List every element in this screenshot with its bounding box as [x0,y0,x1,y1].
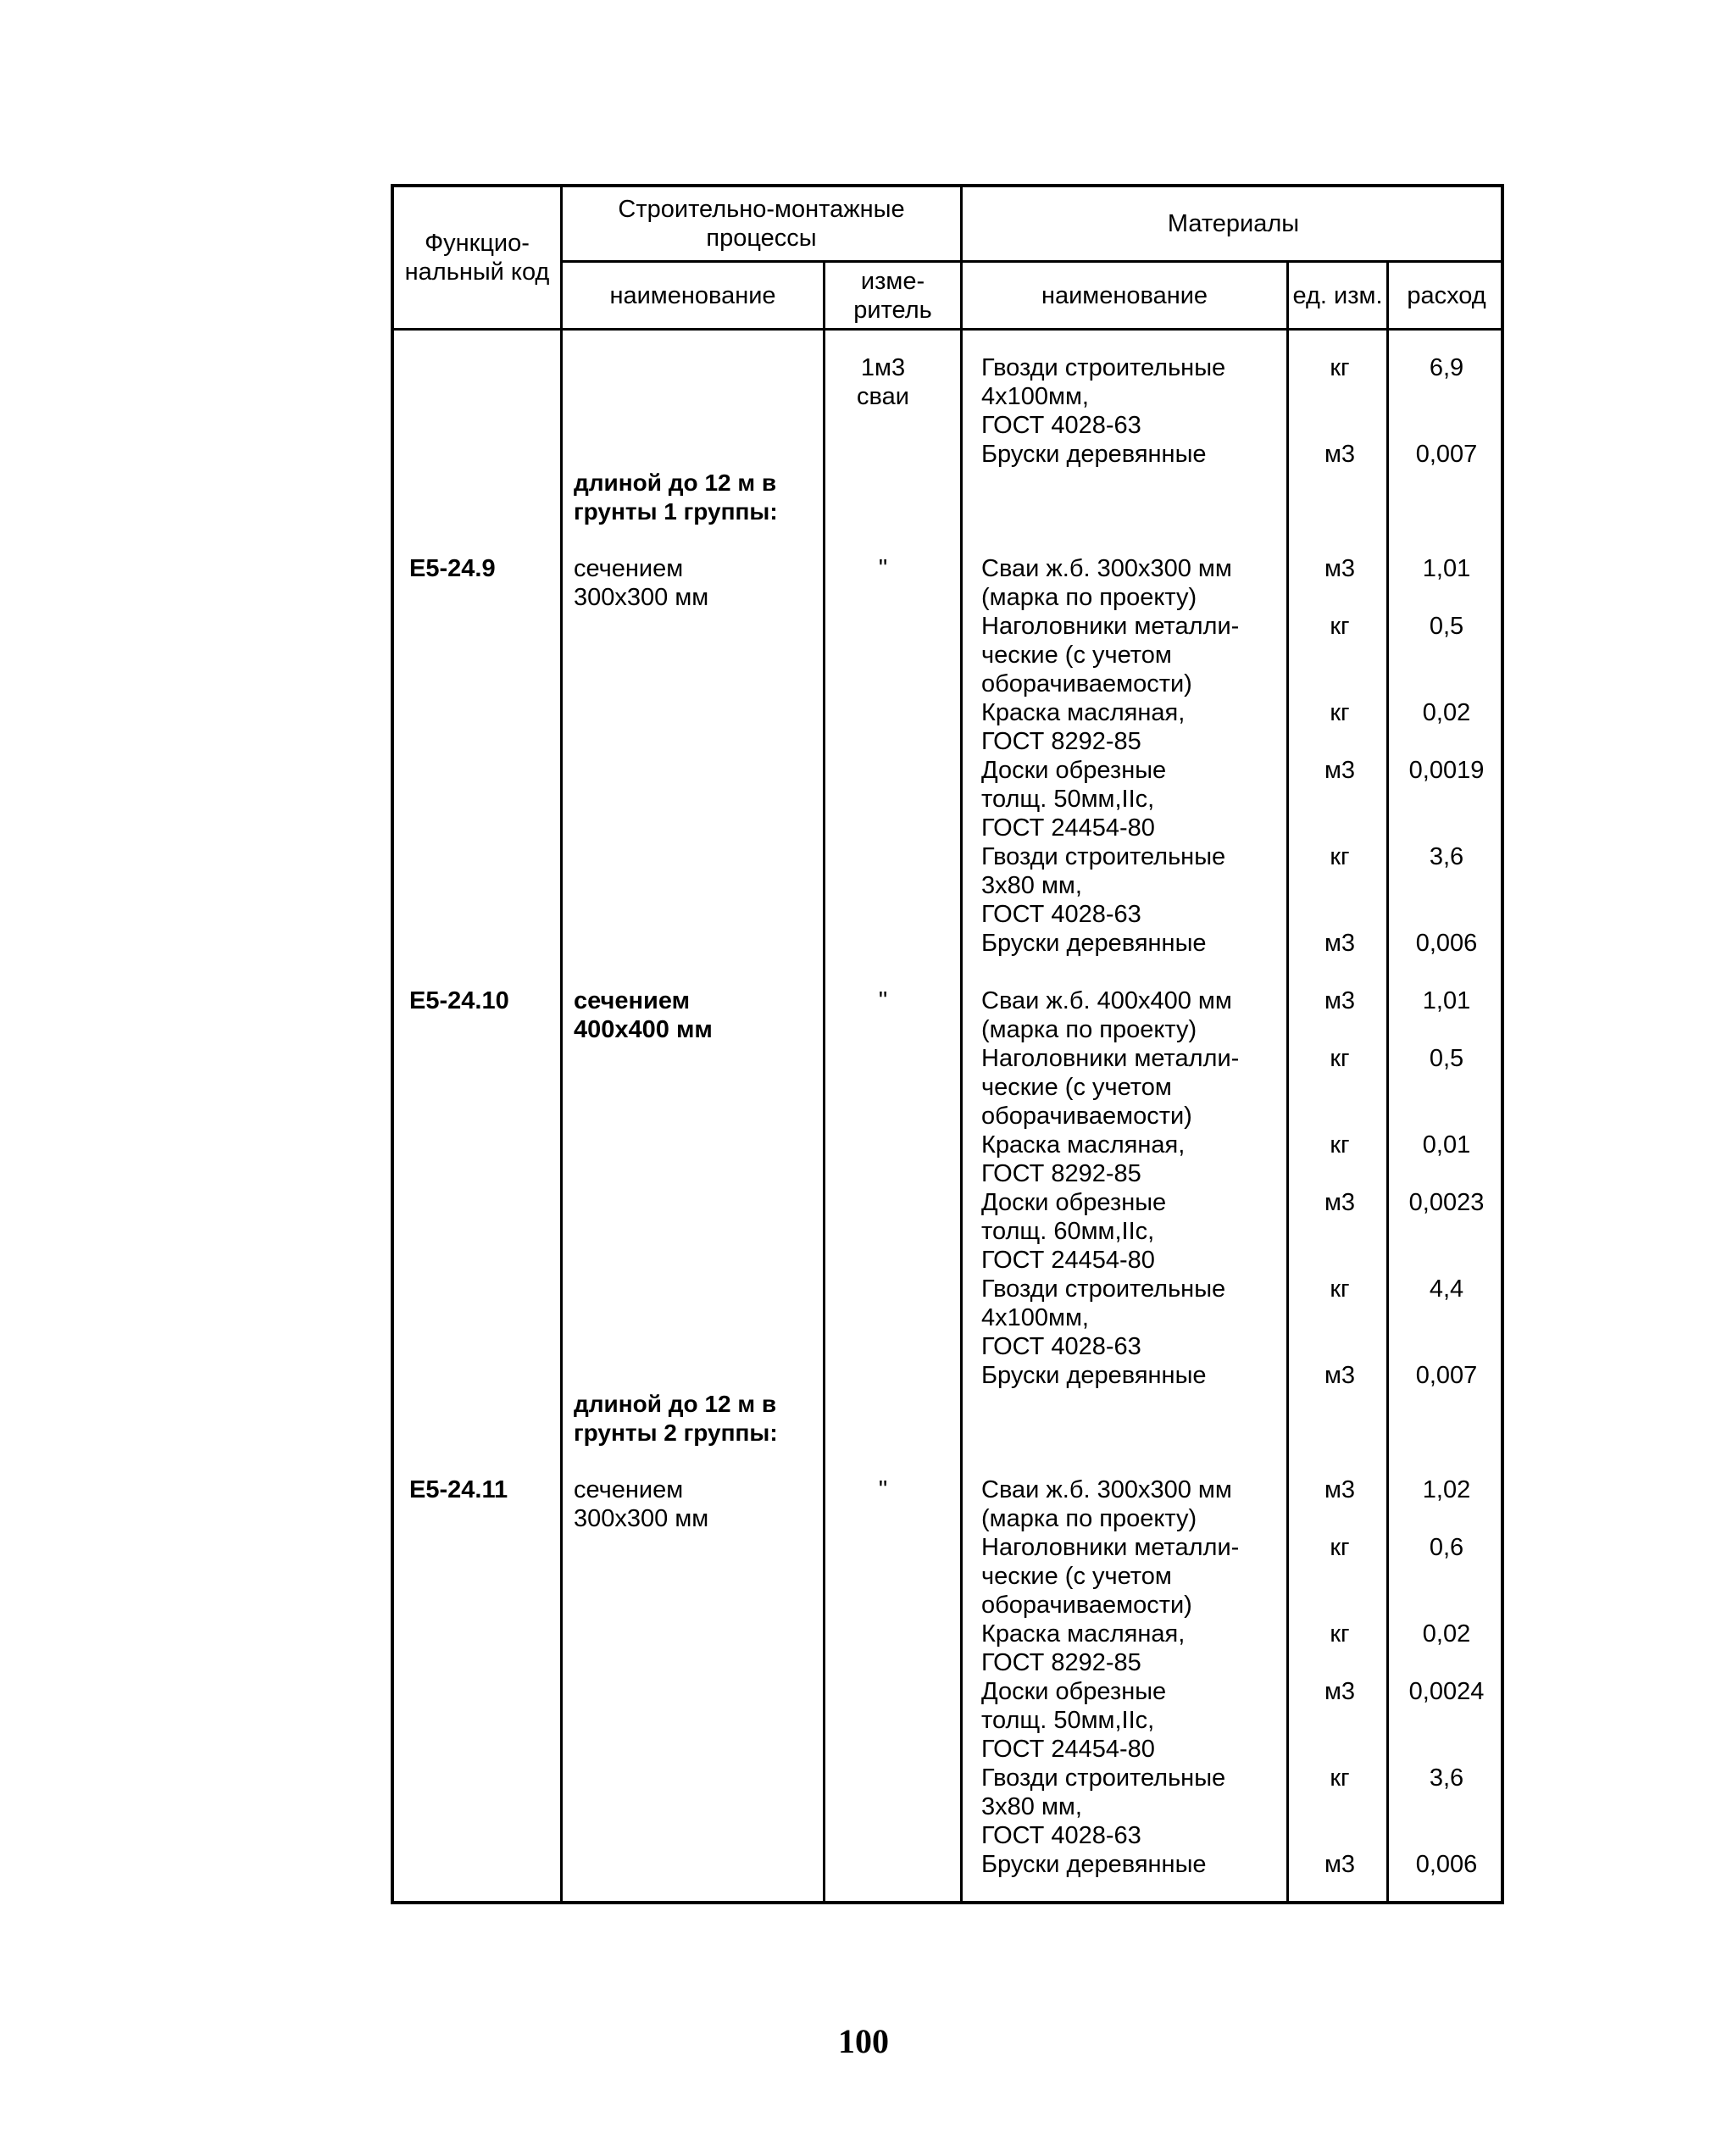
material-qty: 0,01 [1422,1131,1471,1159]
material-qty: 0,0023 [1408,1189,1485,1216]
header-bottom-rule [394,328,1501,331]
header-code: Функцио- нальный код [404,230,550,286]
material-unit: кг [1330,1131,1350,1159]
header-materials: Материалы [1167,210,1300,237]
material-unit: кг [1330,613,1350,640]
material-qty: 0,007 [1415,1362,1478,1389]
header-processes: Строительно-монтажные процессы [618,196,905,252]
material-qty: 0,006 [1415,1851,1478,1878]
column-divider [560,187,563,1901]
material-qty: 1,02 [1422,1476,1471,1503]
function-code: Е5-24.11 [409,1476,508,1503]
header-measure: изме- ритель [853,267,932,324]
group-heading: длиной до 12 м в грунты 1 группы: [574,470,778,525]
material-qty: 1,01 [1422,987,1471,1014]
material-name: Гвозди строительные 3х80 мм, ГОСТ 4028-63 [981,1764,1226,1849]
material-unit: м3 [1324,1189,1356,1216]
material-unit: м3 [1324,930,1356,957]
ditto-mark: " [878,1476,888,1503]
material-qty: 0,6 [1429,1534,1464,1561]
material-name: Наголовники металли- ческие (с учетом оборачиваемости) [981,1534,1240,1619]
material-qty: 0,5 [1429,613,1464,640]
material-name: Гвозди строительные 4х100мм, ГОСТ 4028-63 [981,1275,1226,1360]
material-qty: 4,4 [1429,1275,1464,1303]
page-number: 100 [838,2022,889,2060]
material-qty: 0,02 [1422,699,1471,726]
material-unit: м3 [1324,1851,1356,1878]
material-name: Краска масляная, ГОСТ 8292-85 [981,699,1186,755]
material-qty: 0,0024 [1408,1678,1485,1705]
material-qty: 1,01 [1422,555,1471,582]
material-qty: 0,02 [1422,1620,1471,1648]
material-unit: м3 [1324,555,1356,582]
material-unit: м3 [1324,757,1356,784]
material-name: Гвозди строительные 3х80 мм, ГОСТ 4028-63 [981,843,1226,928]
ditto-mark: " [878,987,888,1014]
material-unit: кг [1330,843,1350,870]
material-unit: м3 [1324,441,1356,468]
material-name: Доски обрезные толщ. 60мм,IIс, ГОСТ 24454-80 [981,1189,1167,1274]
column-divider [1386,260,1389,1901]
column-divider [960,187,963,1901]
material-unit: м3 [1324,1476,1356,1503]
column-divider [823,260,825,1901]
group-heading: длиной до 12 м в грунты 2 группы: [574,1391,778,1446]
material-qty: 3,6 [1429,843,1464,870]
material-qty: 0,007 [1415,441,1478,468]
material-unit: м3 [1324,1362,1356,1389]
material-name: Краска масляная, ГОСТ 8292-85 [981,1620,1186,1676]
material-qty: 0,006 [1415,930,1478,957]
material-name: Краска масляная, ГОСТ 8292-85 [981,1131,1186,1187]
material-unit: кг [1330,1764,1350,1792]
material-name: Наголовники металли- ческие (с учетом оборачиваемости) [981,613,1240,697]
material-unit: кг [1330,354,1350,381]
material-unit: кг [1330,1534,1350,1561]
process-name: сечением 300х300 мм [574,1476,709,1532]
material-name: Бруски деревянные [981,1851,1207,1878]
process-name: сечением 300х300 мм [574,555,709,611]
header-process-name: наименование [609,281,776,309]
header-material-name: наименование [1041,281,1208,309]
material-name: Сваи ж.б. 400х400 мм (марка по проекту) [981,987,1232,1043]
material-unit: кг [1330,1620,1350,1648]
material-name: Гвозди строительные 4х100мм, ГОСТ 4028-63 [981,354,1226,439]
materials-table [391,184,1504,1904]
material-qty: 6,9 [1429,354,1464,381]
measure-unit: 1м3 сваи [857,354,909,410]
material-qty: 0,0019 [1408,757,1485,784]
material-unit: кг [1330,699,1350,726]
header-unit: ед. изм. [1292,281,1383,309]
material-unit: м3 [1324,1678,1356,1705]
material-name: Сваи ж.б. 300х300 мм (марка по проекту) [981,1476,1232,1532]
material-qty: 3,6 [1429,1764,1464,1792]
material-name: Бруски деревянные [981,441,1207,468]
function-code: Е5-24.9 [409,555,496,582]
material-qty: 0,5 [1429,1045,1464,1072]
material-name: Бруски деревянные [981,1362,1207,1389]
material-name: Сваи ж.б. 300х300 мм (марка по проекту) [981,555,1232,611]
function-code: Е5-24.10 [409,987,509,1014]
material-name: Доски обрезные толщ. 50мм,IIс, ГОСТ 24454-80 [981,757,1167,842]
material-name: Доски обрезные толщ. 50мм,IIс, ГОСТ 24454-80 [981,1678,1167,1763]
material-name: Наголовники металли- ческие (с учетом оборачиваемости) [981,1045,1240,1130]
material-unit: кг [1330,1045,1350,1072]
ditto-mark: " [878,555,888,582]
header-qty: расход [1407,281,1486,309]
process-name: сечением 400х400 мм [574,987,713,1043]
material-unit: кг [1330,1275,1350,1303]
material-unit: м3 [1324,987,1356,1014]
material-name: Бруски деревянные [981,930,1207,957]
